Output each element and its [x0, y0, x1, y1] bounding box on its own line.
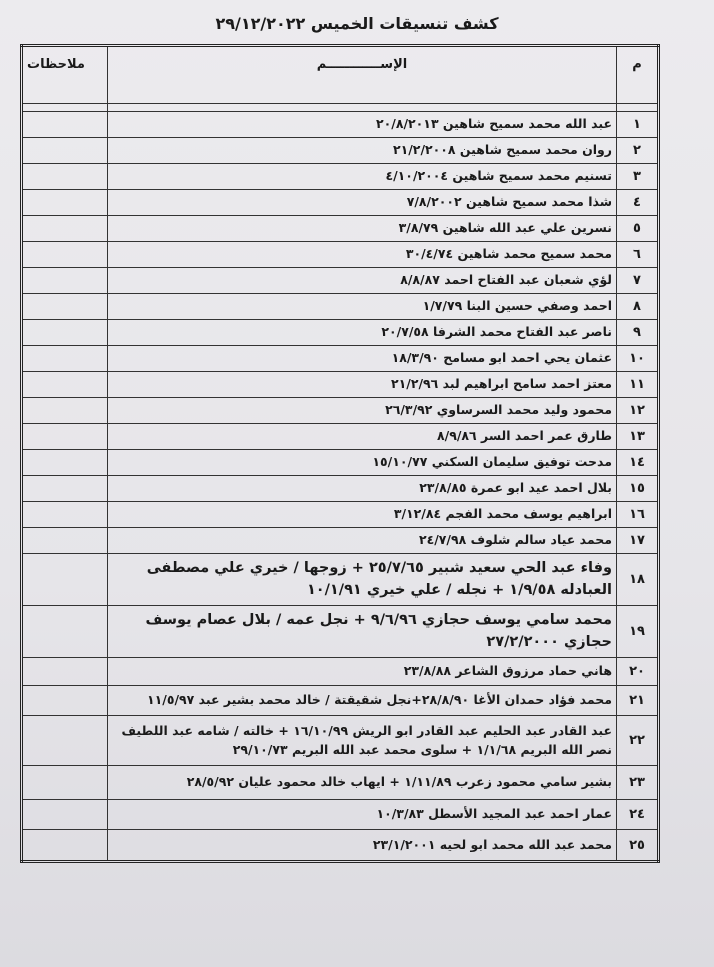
row-name: ابراهيم يوسف محمد الفجم ٣/١٢/٨٤: [108, 502, 617, 528]
row-name: بشير سامي محمود زعرب ١/١١/٨٩ + ايهاب خالد محمود عليان ٢٨/٥/٩٢: [108, 766, 617, 800]
row-name: نسرين علي عبد الله شاهين ٣/٨/٧٩: [108, 216, 617, 242]
row-notes: [22, 164, 108, 190]
table-row: [22, 716, 659, 766]
row-number: ٢١: [617, 686, 659, 716]
row-notes: [22, 294, 108, 320]
row-notes: [22, 658, 108, 686]
table-row: [22, 190, 659, 216]
row-number: ١٠: [617, 346, 659, 372]
names-table: [20, 44, 660, 863]
row-number: ٣: [617, 164, 659, 190]
row-name: محمد عياد سالم شلوف ٢٤/٧/٩٨: [108, 528, 617, 554]
row-number: ١١: [617, 372, 659, 398]
row-name: معتز احمد سامح ابراهيم لبد ٢١/٢/٩٦: [108, 372, 617, 398]
row-number: ٧: [617, 268, 659, 294]
row-number: ٤: [617, 190, 659, 216]
row-notes: [22, 346, 108, 372]
row-number: ١٦: [617, 502, 659, 528]
row-number: ٩: [617, 320, 659, 346]
table-row: [22, 830, 659, 862]
row-notes: [22, 424, 108, 450]
table-row: [22, 606, 659, 658]
row-notes: [22, 502, 108, 528]
header-notes: ملاحظات: [22, 46, 108, 104]
row-name: محمد فؤاد حمدان الأغا ٢٨/٨/٩٠+نجل شقيقتة / خالد محمد بشير عبد ١١/٥/٩٧: [108, 686, 617, 716]
page-title: كشف تنسيقات الخميس ٢٩/١٢/٢٠٢٢: [215, 14, 499, 33]
row-notes: [22, 528, 108, 554]
row-notes: [22, 190, 108, 216]
row-name: روان محمد سميح شاهين ٢١/٢/٢٠٠٨: [108, 138, 617, 164]
row-number: ٢٤: [617, 800, 659, 830]
table-row: [22, 554, 659, 606]
row-name: عثمان يحي احمد ابو مسامح ١٨/٣/٩٠: [108, 346, 617, 372]
table-row: [22, 164, 659, 190]
row-name: بلال احمد عيد ابو عمرة ٢٣/٨/٨٥: [108, 476, 617, 502]
row-notes: [22, 554, 108, 606]
row-notes: [22, 476, 108, 502]
row-number: ١٩: [617, 606, 659, 658]
table-row: [22, 294, 659, 320]
table-row: [22, 398, 659, 424]
row-notes: [22, 716, 108, 766]
table-row: [22, 686, 659, 716]
row-number: ١٤: [617, 450, 659, 476]
row-number: ٥: [617, 216, 659, 242]
table-row: [22, 138, 659, 164]
row-notes: [22, 766, 108, 800]
row-notes: [22, 800, 108, 830]
table-row: [22, 658, 659, 686]
row-name: محمد سميح محمد شاهين ٣٠/٤/٧٤: [108, 242, 617, 268]
row-number: ٢٢: [617, 716, 659, 766]
row-number: ٢: [617, 138, 659, 164]
table-row: [22, 766, 659, 800]
row-number: ١٥: [617, 476, 659, 502]
row-notes: [22, 216, 108, 242]
row-number: ٢٥: [617, 830, 659, 862]
table-row: [22, 450, 659, 476]
table-row: [22, 528, 659, 554]
table-header-row: [22, 46, 659, 104]
row-number: ١: [617, 112, 659, 138]
row-name: مدحت توفيق سليمان السكني ١٥/١٠/٧٧: [108, 450, 617, 476]
row-number: ٢٠: [617, 658, 659, 686]
header-num: م: [617, 46, 659, 104]
row-notes: [22, 138, 108, 164]
row-number: ٦: [617, 242, 659, 268]
row-notes: [22, 686, 108, 716]
row-number: ٨: [617, 294, 659, 320]
row-name: شذا محمد سميح شاهين ٧/٨/٢٠٠٢: [108, 190, 617, 216]
table-row: [22, 216, 659, 242]
row-number: ٢٣: [617, 766, 659, 800]
row-name: احمد وصفي حسين البنا ١/٧/٧٩: [108, 294, 617, 320]
row-name: محمد عبد الله محمد ابو لحيه ٢٣/١/٢٠٠١: [108, 830, 617, 862]
row-name: طارق عمر احمد السر ٨/٩/٨٦: [108, 424, 617, 450]
header-name: الإســــــــــــم: [108, 46, 617, 104]
row-notes: [22, 112, 108, 138]
row-name: لؤي شعبان عبد الفتاح احمد ٨/٨/٨٧: [108, 268, 617, 294]
row-number: ١٨: [617, 554, 659, 606]
table-row: [22, 346, 659, 372]
table-row: [22, 268, 659, 294]
table-row: [22, 502, 659, 528]
row-number: ١٣: [617, 424, 659, 450]
row-notes: [22, 372, 108, 398]
table-row: [22, 112, 659, 138]
row-name: ناصر عبد الفتاح محمد الشرفا ٢٠/٧/٥٨: [108, 320, 617, 346]
row-notes: [22, 268, 108, 294]
row-name: عبد القادر عبد الحليم عبد القادر ابو الريش ١٦/١٠/٩٩ + خالته / شامه عبد اللطيف نصر الله البريم ١/١/٦٨ + سلوى محمد عبد الله البريم ٢٩/١٠/٧٣: [108, 716, 617, 766]
row-name: وفاء عبد الحي سعيد شبير ٢٥/٧/٦٥ + زوجها / خيري علي مصطفى العبادله ١/٩/٥٨ + نجله / علي خيري ١٠/١/٩١: [108, 554, 617, 606]
table-row: [22, 320, 659, 346]
table-row: [22, 242, 659, 268]
row-name: عبد الله محمد سميح شاهين ٢٠/٨/٢٠١٣: [108, 112, 617, 138]
row-notes: [22, 450, 108, 476]
table-row: [22, 372, 659, 398]
row-notes: [22, 398, 108, 424]
row-notes: [22, 606, 108, 658]
row-name: محمد سامي يوسف حجازي ٩/٦/٩٦ + نجل عمه / بلال عصام يوسف حجازي ٢٧/٢/٢٠٠٠: [108, 606, 617, 658]
row-notes: [22, 320, 108, 346]
row-name: عمار احمد عبد المجيد الأسطل ١٠/٣/٨٣: [108, 800, 617, 830]
table-row: [22, 476, 659, 502]
table-row: [22, 800, 659, 830]
row-number: ١٧: [617, 528, 659, 554]
table-row: [22, 424, 659, 450]
row-name: تسنيم محمد سميح شاهين ٤/١٠/٢٠٠٤: [108, 164, 617, 190]
row-notes: [22, 830, 108, 862]
spacer-row: [22, 104, 659, 112]
row-name: هاني حماد مرزوق الشاعر ٢٣/٨/٨٨: [108, 658, 617, 686]
row-notes: [22, 242, 108, 268]
row-number: ١٢: [617, 398, 659, 424]
row-name: محمود وليد محمد السرساوي ٢٦/٣/٩٢: [108, 398, 617, 424]
